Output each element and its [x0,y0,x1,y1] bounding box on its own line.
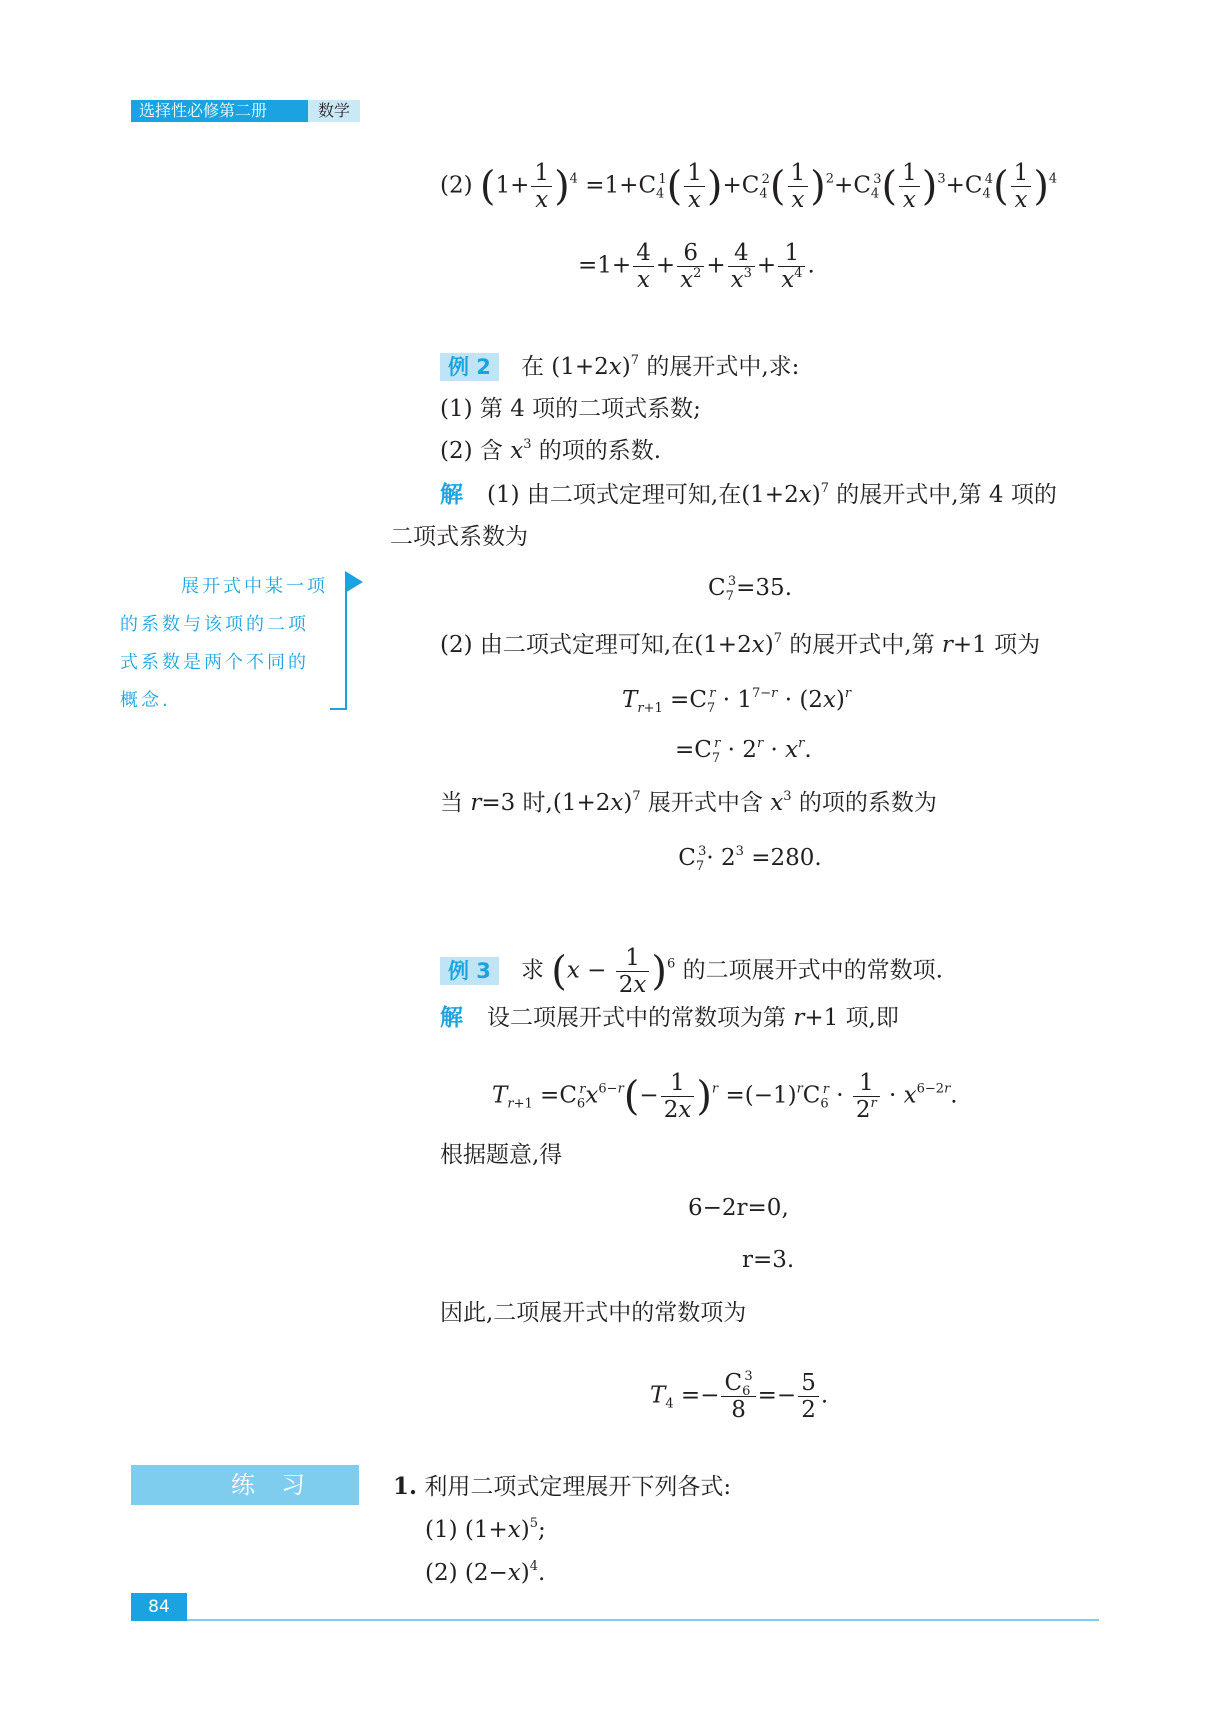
sidenote [120,568,330,720]
practice-sub-2: (2) $(2-x)^4$. [425,1559,546,1586]
sidenote-bar [345,575,347,710]
example3-eq2: r=3. [742,1247,795,1273]
example2-binomial-coef: $C_7^3=35$. [707,574,793,604]
example3-result: $T_4$ =− $\frac{C_6^3}{8}$ =− $\frac{5}{2}$ . [650,1369,829,1423]
general-term-2: $=C_7^r \cdot 2^r \cdot x^r$. [675,736,812,766]
sidenote-bottom-tick [330,708,347,710]
example2-q2: (2) 含 $x^3$ 的项的系数. [440,437,662,464]
expansion-line-2: =1+ $\frac{4}{x}$ + $\frac{6}{x^2}$ + $\frac{4}{x^3}$ + $\frac{1}{x^4}$ . [578,240,815,293]
page-number: 84 [131,1593,187,1621]
example2-q1: (1) 第 4 项的二项式系数; [440,396,701,422]
footer-rule [187,1619,1099,1621]
example3-therefore: 因此,二项展开式中的常数项为 [440,1300,747,1326]
subject-label: 数学 [308,100,360,122]
solution-keyword: 解 [440,1005,463,1031]
example2-sol1: 解 (1) 由二项式定理可知,在$(1+2x)^7$ 的展开式中,第 4 项的 [440,481,1057,508]
example2-when: 当 r=3 时$,(1+2x)^7$ 展开式中含 $x^3$ 的项的系数为 [440,789,937,816]
example3-sol: 解 设二项展开式中的常数项为第 r+1 项,即 [440,1005,899,1031]
book-title: 选择性必修第二册 [131,100,311,122]
practice-banner: 练习 [131,1465,359,1505]
example2-tag: 例 2 [440,353,499,381]
example3-eq1: 6−2r=0, [688,1195,789,1221]
sidenote-line: 的系数与该项的二项 [120,614,309,635]
general-term-1: $T_{r+1} =C_7^r \cdot 1^{7-r} \cdot (2x)^r$ [622,686,852,716]
example3-intro: 例 3 求 (x − $\frac{1}{2x}$ )$^6$ 的二项展开式中的常数项. [440,945,943,998]
example3-general-term: $T_{r+1} =C_6^rx^{6-r}(-$ $\frac{1}{2x}$ )$^r =(-1)^rC_6^r$ · $\frac{1}{2^r}$ · $x^{6-2r}$. [492,1070,958,1123]
practice-item-1: 1. 利用二项式定理展开下列各式: [393,1473,732,1500]
sidenote-line: 展开式中某一项 [181,576,328,597]
example2-sol2: (2) 由二项式定理可知,在$(1+2x)^7$ 的展开式中,第 r+1 项为 [440,631,1041,658]
expansion-line-1: (2) (1+ $\frac{1}{x}$ )$^4 =1+C_4^1$( $\frac{1}{x}$ )$+C_4^2$( $\frac{1}{x}$ )$^2+C_4^3$( $\frac{1}{x}$ )$^3+C_4^4$( $\frac{1}{x}$ )$^4$ [440,160,1058,213]
sidenote-line: 概念. [120,690,171,711]
solution-keyword: 解 [440,482,463,508]
example2-result: $C_7^3\cdot 2^3 =280$. [678,844,822,874]
sidenote-line: 式系数是两个不同的 [120,652,309,673]
practice-sub-1: (1) $(1+x)^5$; [425,1516,546,1543]
example2-intro: 例 2 在 $(1+2x)^7$ 的展开式中,求: [440,352,799,382]
sidenote-flag-icon [345,571,363,593]
example2-sol1-line2: 二项式系数为 [390,524,528,550]
example3-by-meaning: 根据题意,得 [440,1142,563,1168]
part-label: (2) [440,172,473,199]
example3-tag: 例 3 [440,957,499,985]
